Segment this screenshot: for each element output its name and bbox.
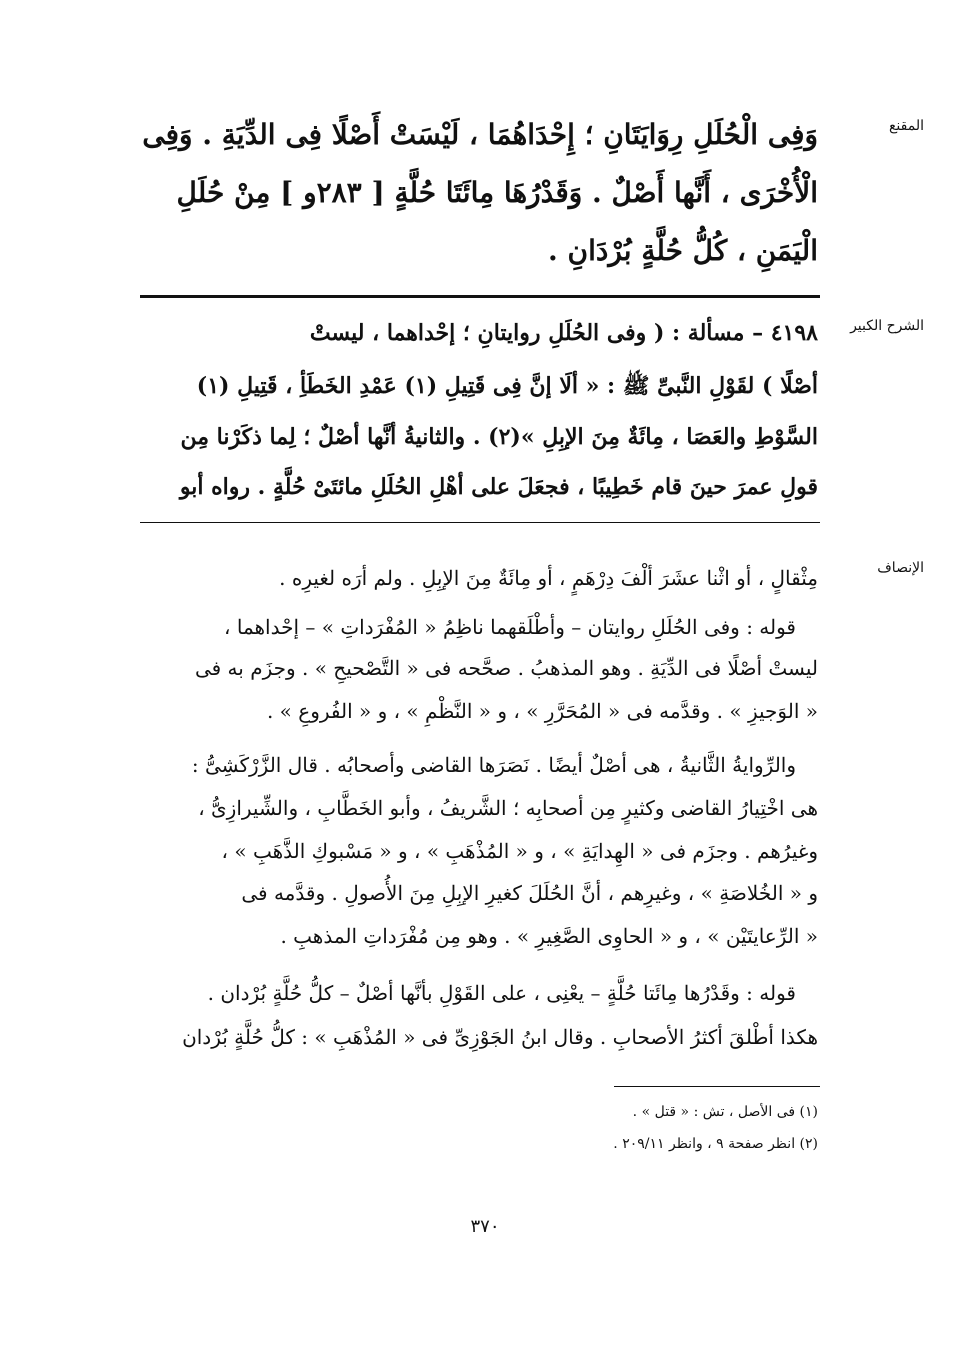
page-number: ٣٧٠ <box>470 1216 500 1237</box>
section-label-muqni: المقنع <box>888 118 924 134</box>
insaf-line: قوله : وفى الحُلَلِ روايتان – وأطْلَقهما ناظِمُ « المُفْرَداتِ » – إحْداهما ، <box>224 615 796 639</box>
footnote-divider <box>614 1086 820 1087</box>
insaf-text <box>138 540 818 1080</box>
insaf-line: « الرِّعايتَيْن » ، و « الحاوِى الصَّغِيرِ » . وهو مِن مُفْرَداتِ المذهبِ . <box>280 924 818 948</box>
footnote: (٢) انظر صفحة ٩ ، وانظر ٢٠٩/١١ . <box>613 1136 818 1152</box>
insaf-line: هى اخْتِيارُ القاضى وكثيرٍ مِن أصحابِه ؛ الشَّريفُ ، وأبو الخَطَّابِ ، والشِّيرازِىُّ ، <box>198 796 818 820</box>
muqni-text <box>138 102 818 287</box>
section-divider-thin <box>140 522 820 523</box>
muqni-line: الْأُخْرَى ، أَنَّها أَصْلٌ . وَقَدْرُهَا مِائَتَا حُلَّةٍ [ ٢٨٣و ] مِنْ حُلَلِ <box>176 176 818 209</box>
sharh-line: أصْلًا ) لقَوْلِ النَّبىِّ ﷺ : « ألَا إنَّ فِى قَتِيلِ (١) عَمْدِ الخَطَأِ ، قَتِيلِ (١) <box>196 373 818 399</box>
muqni-line: الْيَمَنِ ، كُلُّ حُلَّةٍ بُرْدَانِ . <box>548 234 818 267</box>
insaf-line: قوله : وقَدْرُها مِائَتا حُلَّةٍ – يعْنِى ، على القَوْلِ بأنَّها أصْلٌ – كلُّ حُلَّةٍ بُرْدان . <box>207 981 796 1005</box>
section-label-insaf: الإنصاف <box>877 560 924 576</box>
footnote: (١) فى الأصل ، تش : « قتل » . <box>632 1104 818 1120</box>
insaf-line: مِثْقالٍ ، أو اثْنا عشَرَ ألْفَ دِرْهَمٍ ، أو مِائَةٌ مِنَ الإبِلِ . ولم أرَه لغيرِه . <box>279 566 818 590</box>
insaf-line: و « الخُلاصَةِ » ، وغيرِهم ، أنَّ الحُلَلَ كغيرِ الإبِلِ مِنَ الأُصولِ . وقدَّمه فى <box>241 881 818 905</box>
insaf-line: والرِّوايةُ الثَّانيةُ ، هى أصْلٌ أيضًا . نَصَرَها القاضى وأصحابُه . قال الزَّرْكَشِىُّ : <box>191 753 796 777</box>
sharh-line: ٤١٩٨ – مسألة : ( وفى الحُلَلِ روايتانِ ؛ إحْداهما ، ليستْ <box>309 320 818 346</box>
sharh-text <box>138 305 818 515</box>
section-divider-thick <box>140 295 820 298</box>
muqni-line: وَفِى الْحُلَلِ رِوَايَتَانِ ؛ إِحْدَاهُمَا ، لَيْسَتْ أَصْلًا فِى الدِّيَةِ . وَفِى <box>142 118 818 151</box>
insaf-line: هكذا أطْلقَ أكثرُ الأصحابِ . وقال ابنُ الجَوْزِىِّ فى « المُذْهَبِ » : كلُّ حُلَّةٍ بُرْدان <box>182 1025 818 1049</box>
insaf-line: ليستْ أصْلًا فى الدِّيَةِ . وهو المذهبُ . صحَّحه فى « التَّصْحيحِ » . وجزَم به فى <box>194 656 818 680</box>
section-label-sharh: الشرح الكبير <box>850 318 924 334</box>
insaf-line: « الوَجيزِ » . وقدَّمه فى « المُحَرَّرِ » ، و « النَّظْمِ » ، و « الفُروعِ » . <box>266 699 818 723</box>
sharh-line: قولِ عمرَ حينَ قام خَطِيبًا ، فجعَلَ على أهْلِ الحُلَلِ مائتَىْ حُلَّةٍ . رواه أبو <box>179 474 818 500</box>
insaf-line: وغيرُهم . وجزَم فى « الهِدايَةِ » ، و « المُذْهَبِ » ، و « مَسْبوكِ الذَّهَبِ » ، <box>221 839 818 863</box>
footnotes <box>138 1098 818 1168</box>
sharh-line: السَّوْطِ والعَصَا ، مِائَةٌ مِنَ الإبِلِ »(٢) . والثانيةُ أنَّها أصْلٌ ؛ لِما ذكَرْنا مِن <box>180 424 818 450</box>
